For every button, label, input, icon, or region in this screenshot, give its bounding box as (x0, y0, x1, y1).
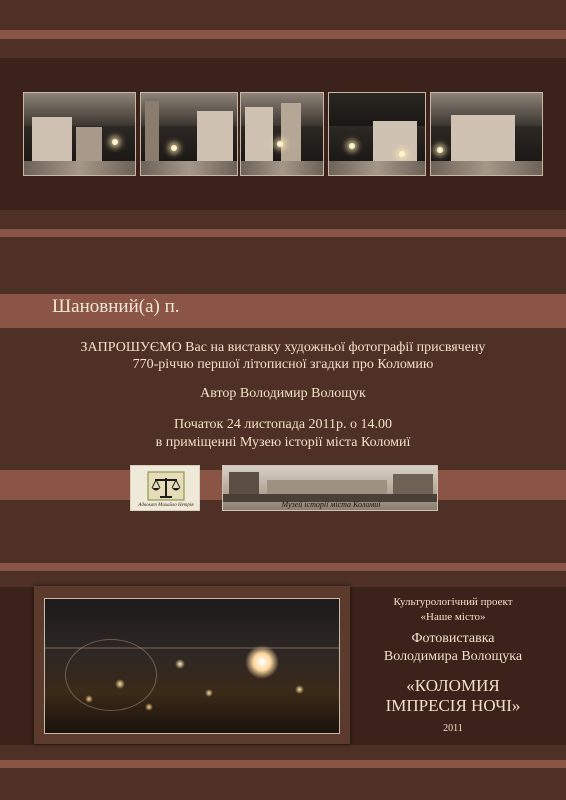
project-line-2: «Наше місто» (420, 611, 486, 623)
invitation-line-2: 770-річчю першої літописної згадки про Коломию (132, 357, 434, 372)
exhibition-title-1: «КОЛОМИЯ (406, 676, 500, 695)
venue-line: в приміщенні Музею історії міста Коломиї (155, 435, 411, 450)
start-line: Початок 24 листопада 2011р. о 14.00 (173, 417, 393, 432)
street-photo-3 (240, 92, 324, 176)
night-city-photo (44, 598, 340, 734)
mid-stripe (0, 229, 566, 237)
street-photo-5 (430, 92, 543, 176)
lawyer-logo (130, 465, 200, 511)
museum-logo (222, 465, 438, 511)
street-photo-1 (23, 92, 136, 176)
lawyer-logo-caption: Адвокат Михайло Нетрія (138, 503, 194, 508)
bottom-stripe (0, 760, 566, 768)
exhibit-line-2: Володимира Волощука (383, 649, 523, 664)
street-photo-4 (328, 92, 426, 176)
street-photo-2 (140, 92, 238, 176)
museum-logo-caption: Музей історії міста Коломиї (281, 500, 381, 509)
project-line-1: Культурологічний проект (393, 596, 513, 608)
greeting: Шановний(а) п. (52, 296, 180, 317)
top-stripe (0, 30, 566, 39)
year: 2011 (443, 723, 463, 734)
author-line: Автор Володимир Волощук (200, 386, 366, 401)
lower-stripe (0, 563, 566, 571)
exhibition-title-2: ІМПРЕСІЯ НОЧІ» (385, 696, 521, 715)
exhibit-line-1: Фотовиставка (411, 631, 495, 646)
invitation-line-1: ЗАПРОШУЄМО Вас на виставку художньої фотографії присвячену (80, 340, 486, 355)
